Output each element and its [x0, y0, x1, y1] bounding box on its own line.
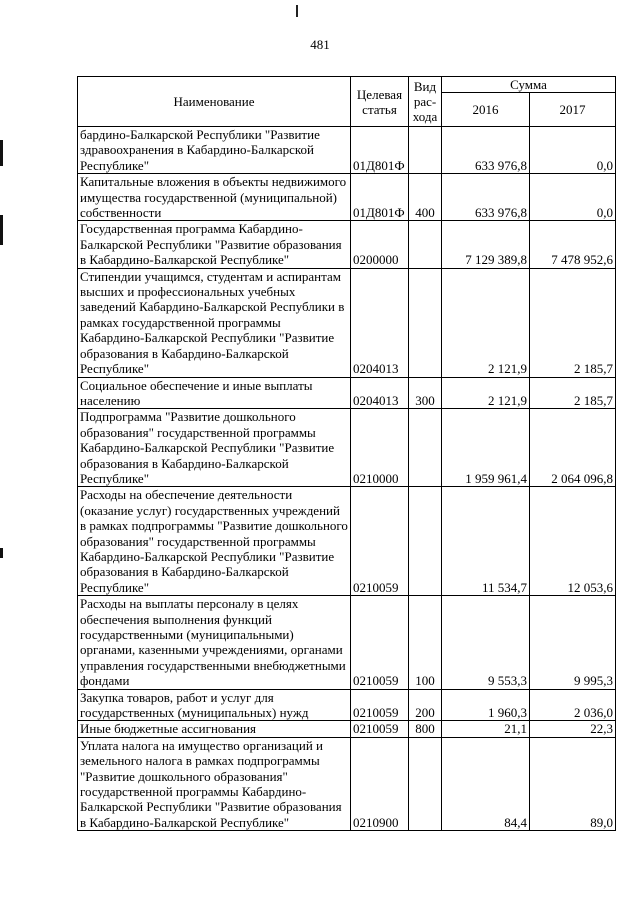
- top-margin-mark: [296, 5, 298, 17]
- row-sum-2016-cell: 84,4: [442, 737, 530, 830]
- row-sum-2017-cell: 2 185,7: [530, 268, 616, 377]
- row-article-cell: 0210000: [351, 409, 409, 487]
- row-name-cell: Государственная программа Кабардино-Балкарской Республики "Развитие образования в Кабардино-Балкарской Республике": [78, 221, 351, 268]
- scan-edge-mark: [0, 548, 3, 558]
- table-row: [78, 409, 616, 487]
- row-sum-2017-cell: 89,0: [530, 737, 616, 830]
- table-row: [78, 377, 616, 409]
- header-year-2017: 2017: [530, 93, 616, 127]
- row-name-cell: Капитальные вложения в объекты недвижимого имущества государственной (муниципальной) собственности: [78, 174, 351, 221]
- table-row: [78, 689, 616, 721]
- row-sum-2017-cell: 12 053,6: [530, 487, 616, 596]
- table-row: [78, 221, 616, 268]
- row-article-cell: 01Д801Ф: [351, 127, 409, 174]
- row-expense-type-cell: [409, 737, 442, 830]
- row-sum-2016-cell: 9 553,3: [442, 596, 530, 689]
- row-sum-2017-cell: 22,3: [530, 721, 616, 737]
- row-name-cell: Расходы на выплаты персоналу в целях обеспечения выполнения функций государственными (муниципальными) органами, казенными учреждениями, органами управления государственными внебюджетными фондами: [78, 596, 351, 689]
- row-sum-2016-cell: 2 121,9: [442, 377, 530, 409]
- row-expense-type-cell: [409, 221, 442, 268]
- row-article-cell: 0204013: [351, 268, 409, 377]
- row-sum-2016-cell: 1 960,3: [442, 689, 530, 721]
- table-body: [78, 127, 616, 831]
- row-sum-2017-cell: 7 478 952,6: [530, 221, 616, 268]
- row-name-cell: Подпрограмма "Развитие дошкольного образования" государственной программы Кабардино-Балкарской Республики "Развитие образования в Кабардино-Балкарской Республике": [78, 409, 351, 487]
- row-sum-2016-cell: 21,1: [442, 721, 530, 737]
- row-expense-type-cell: 800: [409, 721, 442, 737]
- scan-edge-mark: [0, 215, 3, 245]
- row-sum-2016-cell: 2 121,9: [442, 268, 530, 377]
- row-expense-type-cell: 200: [409, 689, 442, 721]
- header-expense-type: Вид рас-хода: [409, 77, 442, 127]
- row-article-cell: 0210059: [351, 487, 409, 596]
- row-sum-2016-cell: 633 976,8: [442, 127, 530, 174]
- table-row: [78, 127, 616, 174]
- row-name-cell: Иные бюджетные ассигнования: [78, 721, 351, 737]
- row-name-cell: бардино-Балкарской Республики "Развитие здравоохранения в Кабардино-Балкарской Республике": [78, 127, 351, 174]
- budget-table: [77, 76, 616, 831]
- table-row: [78, 737, 616, 830]
- row-sum-2017-cell: 2 036,0: [530, 689, 616, 721]
- page-number: 481: [310, 37, 330, 52]
- header-name: Наименование: [78, 77, 351, 127]
- row-expense-type-cell: [409, 487, 442, 596]
- table-row: [78, 174, 616, 221]
- row-expense-type-cell: [409, 409, 442, 487]
- row-article-cell: 01Д801Ф: [351, 174, 409, 221]
- row-expense-type-cell: 300: [409, 377, 442, 409]
- row-name-cell: Закупка товаров, работ и услуг для государственных (муниципальных) нужд: [78, 689, 351, 721]
- row-sum-2016-cell: 1 959 961,4: [442, 409, 530, 487]
- header-sum: Сумма: [442, 77, 616, 93]
- row-expense-type-cell: [409, 127, 442, 174]
- table-row: [78, 268, 616, 377]
- table-row: [78, 487, 616, 596]
- row-sum-2017-cell: 2 185,7: [530, 377, 616, 409]
- row-sum-2016-cell: 633 976,8: [442, 174, 530, 221]
- row-sum-2017-cell: 0,0: [530, 127, 616, 174]
- row-sum-2017-cell: 0,0: [530, 174, 616, 221]
- row-name-cell: Стипендии учащимся, студентам и аспирантам высших и профессиональных учебных заведений Кабардино-Балкарской Республики в рамках государственной программы Кабардино-Балкарской Республики "Развитие образования в Кабардино-Балкарской Республике": [78, 268, 351, 377]
- row-name-cell: Уплата налога на имущество организаций и земельного налога в рамках подпрограммы "Развитие дошкольного образования" государственной программы Кабардино-Балкарской Республики "Развитие образования в Кабардино-Балкарской Республике": [78, 737, 351, 830]
- header-target-article: Целевая статья: [351, 77, 409, 127]
- row-expense-type-cell: 100: [409, 596, 442, 689]
- table-row: [78, 721, 616, 737]
- row-name-cell: Расходы на обеспечение деятельности (оказание услуг) государственных учреждений в рамках подпрограммы "Развитие дошкольного образования" государственной программы Кабардино-Балкарской Республики "Развитие образования в Кабардино-Балкарской Республике": [78, 487, 351, 596]
- table-row: [78, 596, 616, 689]
- row-article-cell: 0200000: [351, 221, 409, 268]
- row-sum-2016-cell: 7 129 389,8: [442, 221, 530, 268]
- row-article-cell: 0210059: [351, 689, 409, 721]
- header-year-2016: 2016: [442, 93, 530, 127]
- row-name-cell: Социальное обеспечение и иные выплаты населению: [78, 377, 351, 409]
- row-article-cell: 0204013: [351, 377, 409, 409]
- row-expense-type-cell: [409, 268, 442, 377]
- row-sum-2017-cell: 2 064 096,8: [530, 409, 616, 487]
- row-sum-2016-cell: 11 534,7: [442, 487, 530, 596]
- row-article-cell: 0210900: [351, 737, 409, 830]
- row-article-cell: 0210059: [351, 721, 409, 737]
- scan-edge-mark: [0, 140, 3, 166]
- row-expense-type-cell: 400: [409, 174, 442, 221]
- row-sum-2017-cell: 9 995,3: [530, 596, 616, 689]
- row-article-cell: 0210059: [351, 596, 409, 689]
